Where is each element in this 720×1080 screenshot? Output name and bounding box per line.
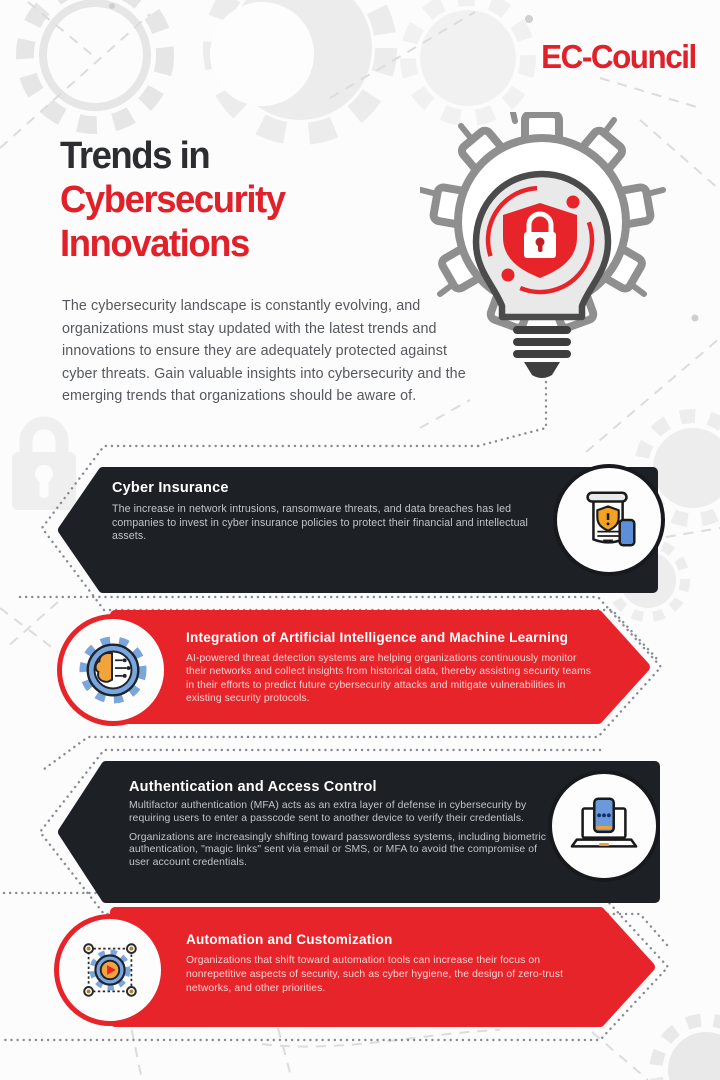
section-content <box>186 932 586 1002</box>
intro-text: The cybersecurity landscape is constantly evolving, and organizations must stay updated with the latest trends and innovations to ensure they are adequately protected against cyber threats. Gain valuable insights into cybersecurity and the emerging trends that organizations should be aware of. <box>62 298 466 405</box>
icon-circle <box>548 770 660 882</box>
section-description: Organizations that shift toward automation tools can increase their focus on nonrepetitive aspects of security, such as cyber hygiene, the design of zero-trust networks, and other priorities. <box>186 955 564 994</box>
icon-circle <box>54 914 166 1026</box>
icon-circle <box>553 464 665 576</box>
section-content <box>129 779 554 876</box>
section-content <box>112 480 542 550</box>
gear-watermark-top-center <box>210 0 386 134</box>
automation-gear-icon <box>75 935 145 1005</box>
section-title: Automation and Customization <box>186 932 393 947</box>
section-content <box>186 630 594 712</box>
section-banner-ai-ml <box>40 590 700 750</box>
section-description: AI-powered threat detection systems are helping organizations continuously monitor their networks and collect insights from historical data, thereby assisting security teams in their efforts to predict future cybersecurity attacks and mitigate vulnerabilities in existing security protocols. <box>186 653 592 705</box>
cyber-insurance-policy-icon <box>574 485 644 555</box>
section-description: Organizations are increasingly shifting toward passwordless systems, including biometric authentication, "magic links" sent via email or SMS, or MFA to avoid the compromise of user account credentials. <box>129 831 547 869</box>
section-description: Multifactor authentication (MFA) acts as an extra layer of defense in cybersecurity by requiring users to enter a passcode sent to another device to verify their credentials. <box>129 800 527 824</box>
page-title-line-1: Trends in <box>60 135 210 177</box>
mfa-laptop-icon <box>569 791 639 861</box>
section-title: Authentication and Access Control <box>129 779 377 795</box>
section-banner-automation <box>40 900 700 1060</box>
brand-logo: EC-Council <box>541 38 696 75</box>
gear-watermark-top-right <box>408 0 528 118</box>
section-description: The increase in network intrusions, ransomware threats, and data breaches has led companies to invest in cyber insurance policies to protect their financial and intellectual assets. <box>112 503 529 543</box>
page-title <box>60 134 285 266</box>
section-banner-cyber-insurance <box>40 462 700 602</box>
icon-circle <box>57 614 169 726</box>
page-title-line-3: Innovations <box>60 223 249 265</box>
section-title: Cyber Insurance <box>112 480 229 496</box>
ai-brain-gear-icon <box>78 635 148 705</box>
bulb-connector-dotted-line <box>478 376 546 446</box>
page-title-line-2: Cybersecurity <box>60 179 285 221</box>
section-banner-authentication <box>20 755 700 910</box>
section-title: Integration of Artificial Intelligence and Machine Learning <box>186 630 569 645</box>
